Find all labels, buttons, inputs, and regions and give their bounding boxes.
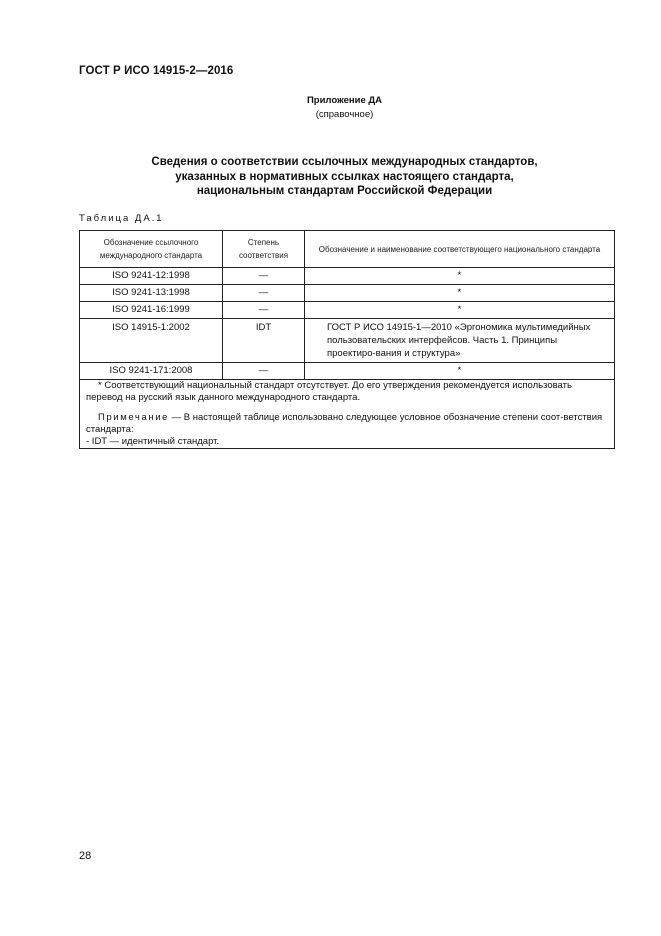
- cell-code: ISO 14915-1:2002: [80, 319, 223, 363]
- note-text: — В настоящей таблице использовано следующее условное обозначение степени соот-ветствия стандарта:: [86, 412, 603, 435]
- note-item: - IDT — идентичный стандарт.: [86, 436, 220, 447]
- cell-national: *: [305, 363, 615, 380]
- cell-degree: —: [223, 302, 305, 319]
- cell-degree: —: [223, 268, 305, 285]
- table-row: [80, 268, 615, 285]
- appendix-heading: [0, 94, 661, 122]
- cell-national: *: [305, 268, 615, 285]
- cell-national: ГОСТ Р ИСО 14915-1—2010 «Эргономика мультимедийных пользовательских интерфейсов. Часть 1. Принципы проектиро-вания и структура»: [305, 319, 615, 363]
- note-label: Примечание: [98, 412, 169, 423]
- table-header-row: [80, 231, 615, 268]
- table-notes: [80, 380, 615, 449]
- cell-national: *: [305, 285, 615, 302]
- table-caption: Таблица ДА.1: [79, 213, 164, 224]
- table-row: [80, 319, 615, 363]
- table-row: [80, 302, 615, 319]
- table-notes-row: [80, 380, 615, 449]
- header-degree: Степень соответствия: [223, 231, 305, 268]
- header-national: Обозначение и наименование соответствующего национального стандарта: [305, 231, 615, 268]
- cell-degree: IDT: [223, 319, 305, 363]
- cell-degree: —: [223, 285, 305, 302]
- appendix-title: Приложение ДА: [306, 95, 383, 106]
- cell-code: ISO 9241-12:1998: [80, 268, 223, 285]
- cell-degree: —: [223, 363, 305, 380]
- cell-national: *: [305, 302, 615, 319]
- correspondence-table: [79, 230, 615, 449]
- document-title-line: национальным стандартам Российской Федерации: [196, 185, 493, 197]
- page-header-standard: ГОСТ Р ИСО 14915-2—2016: [79, 65, 234, 77]
- cell-code: ISO 9241-16:1999: [80, 302, 223, 319]
- appendix-kind: (справочное): [315, 109, 374, 120]
- page-number: 28: [79, 850, 92, 862]
- table-footnote: * Соответствующий национальный стандарт отсутствует. До его утверждения рекомендуется использовать перевод на русский язык данного международного стандарта.: [86, 380, 572, 403]
- table-note: [86, 412, 608, 448]
- cell-code: ISO 9241-13:1998: [80, 285, 223, 302]
- table-row: [80, 285, 615, 302]
- table-row: [80, 363, 615, 380]
- document-title: [124, 155, 565, 199]
- header-code: Обозначение ссылочного международного стандарта: [80, 231, 223, 268]
- document-title-line: указанных в нормативных ссылках настоящего стандарта,: [175, 170, 514, 183]
- cell-code: ISO 9241-171:2008: [80, 363, 223, 380]
- document-title-line: Сведения о соответствии ссылочных международных стандартов,: [151, 156, 538, 168]
